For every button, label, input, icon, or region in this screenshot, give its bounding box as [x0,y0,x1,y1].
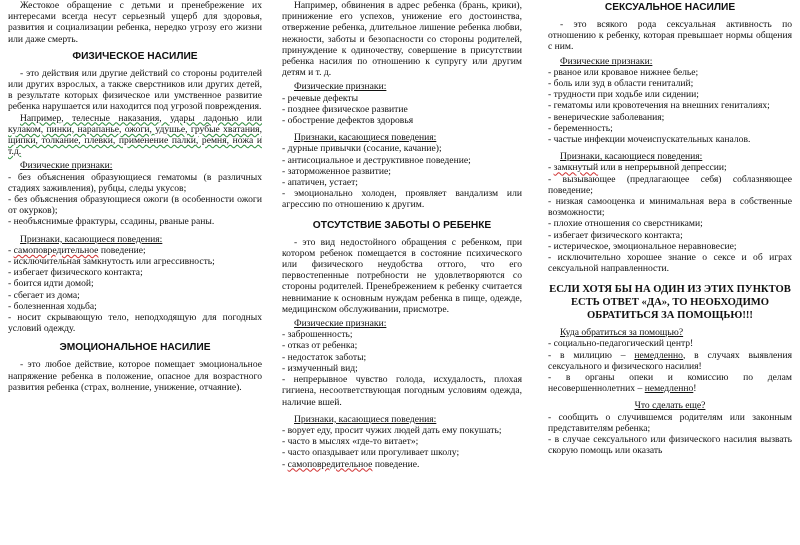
sign-item: - беременность; [548,122,613,134]
physical-violence-example [8,113,262,158]
sign-item: - речевые дефекты [282,92,359,104]
sign-item: - частые инфекции мочеиспускательных каналов. [548,134,751,146]
emotional-behavior-title: Признаки, касающиеся поведения: [294,132,437,144]
sexual-behavior-title: Признаки, касающиеся поведения: [560,151,703,163]
where-item-text: - в органы опеки и комиссию по делам несовершеннолетних – [548,372,792,395]
behavior-item: - эмоционально холоден, проявляет вандализм или агрессию по отношению к другим. [282,188,522,211]
behavior-item: - часто в мыслях «где-то витает»; [282,436,419,448]
immediately-word: немедленно [644,383,694,395]
physical-behavior-title: Признаки, касающиеся поведения: [20,233,163,245]
behavior-item-rest: или в непрерывной депрессии; [598,162,727,174]
what-item: - в случае сексуального или физического насилия вызвать скорую помощь или оказать [548,434,792,457]
behavior-item: - дурные привычки (сосание, качание); [282,143,442,155]
physical-sign-item: - необъяснимые фрактуры, ссадины, рваные раны. [8,216,215,228]
behavior-item-rest: поведение. [372,458,420,470]
behavior-item: - избегает физического контакта; [8,267,143,279]
sign-item: - позднее физическое развитие [282,103,408,115]
behavior-item: - ворует еду, просит чужих людей дать ему покушать; [282,424,502,436]
physical-violence-definition: - это действия или другие действий со стороны родителей или других взрослых, а также сверстников или других детей, в результате которых физическое или умственное развитие ребенка нарушается или находится под угрозой повреждения. [8,67,262,113]
sign-item: - заброшенность; [282,329,353,341]
sexual-violence-definition: - это всякого рода сексуальная активность по отношению к ребенку, которая превышает нормы общения с ним. [548,19,792,53]
emotional-violence-definition: - это любое действие, которое помещает эмоциональное напряжение ребенка в положение, опасное для возрастного развития ребенка (страх, волнение, унижение, отчаяние). [8,359,262,393]
behavior-item: - вызывающее (предлагающее себя) соблазняющее поведение; [548,173,792,196]
behavior-item: - заторможенное развитие; [282,165,391,177]
what-else-title: Что сделать еще? [634,400,706,412]
neglect-title: ОТСУТСТВИЕ ЗАБОТЫ О РЕБЕНКЕ [312,219,492,231]
emotional-violence-title: ЭМОЦИОНАЛЬНОЕ НАСИЛИЕ [59,342,211,354]
column-right [548,0,792,545]
neglect-signs-title: Физические признаки: [294,318,387,330]
immediately-word: немедленно [634,349,683,361]
sign-item: - непрерывное чувство голода, исхудалость, плохая гигиена, несоответствующая погодным условиям одежда, наличие вшей. [282,374,522,408]
where-item [548,350,792,372]
physical-sign-item: - без объяснения образующиеся гематомы (в различных стадиях заживления), рубцы, следы укусов; [8,171,262,194]
physical-example-text: Например, телесные наказания, удары ладонью или кулаком, пинки, нарапанье, ожоги, удушье, грубые хватания, щипки, толкание, плевки, применение палки, ремня, ножа и т.д. [8,112,262,158]
behavior-item: - самоповредительное поведение. [282,458,420,470]
sign-item: - венерические заболевания; [548,111,665,123]
call-to-action: ЕСЛИ ХОТЯ БЫ НА ОДИН ИЗ ЭТИХ ПУНКТОВ ЕСТЬ ОТВЕТ «ДА», ТО НЕОБХОДИМО ОБРАТИТЬСЯ ЗА ПОМОЩЬЮ!!! [549,284,791,321]
sign-item: - измученный вид; [282,362,358,374]
sign-item: - гематомы или кровотечения на внешних гениталиях; [548,100,770,112]
intro-paragraph: Жестокое обращение с детьми и пренебрежение их интересами всегда несут серьезный ущерб для здоровья, развития и социализации ребенка, нередко угрозу его жизни или даже смерть. [8,0,262,45]
physical-signs-title: Физические признаки: [20,160,113,172]
where-item-text: , в случаях выявления сексуального и физического насилия! [548,349,792,372]
sign-item: - рваное или кровавое нижнее белье; [548,66,699,78]
what-item: - сообщить о случившемся родителям или законным представителям ребенка; [548,411,792,434]
behavior-item: - носит скрывающую тело, неподходящую для погодных условий одежду. [8,312,262,335]
sign-item: - отказ от ребенка; [282,340,358,352]
sexual-signs-title: Физические признаки: [560,55,653,67]
sexual-violence-title: СЕКСУАЛЬНОЕ НАСИЛИЕ [604,2,736,13]
behavior-item: - часто опаздывает или прогуливает школу; [282,447,460,459]
self-harm-word: самоповредительное [287,458,373,470]
behavior-item: - низкая самооценка и минимальная вера в собственные возможности; [548,196,792,219]
neglect-behavior-title: Признаки, касающиеся поведения: [294,413,437,425]
behavior-item: - апатичен, устает; [282,177,358,189]
sign-item: - боль или зуд в области гениталий; [548,78,694,90]
where-to-go-title: Куда обратиться за помощью? [560,327,684,339]
emotional-example: Например, обвинения в адрес ребенка (брань, крики), принижение его успехов, унижение его достоинства, отвержение ребенка, длительное лишение ребенка любви, нежности, заботы и безопасности со стороны родителей, принуждение к одиночеству, совершение в присутствии ребенка насилия по отношению к супругу или другим детям и т. д. [282,0,522,79]
behavior-item: - болезненная ходьба; [8,300,97,312]
behavior-item: - замкнутый или в непрерывной депрессии; [548,162,727,174]
behavior-item: - исключительная замкнутость или агрессивность; [8,256,215,268]
physical-sign-item: - без объяснения образующиеся ожоги (в особенности ожоги от окурков); [8,194,262,217]
column-left [8,0,262,545]
sign-item: - обострение дефектов здоровья [282,115,414,127]
physical-violence-title: ФИЗИЧЕСКОЕ НАСИЛИЕ [72,50,198,62]
behavior-item: - избегает физического контакта; [548,229,683,241]
behavior-item: - антисоциальное и деструктивное поведение; [282,154,471,166]
behavior-item-rest: поведение; [98,244,146,256]
neglect-definition: - это вид недостойного обращения с ребенком, при котором ребенок помещается в состояние психического или физического неудобства оттого, что его первостепенные потребности не удовлетворяются со стороны родителей. Пренебрежением к ребенку считается невнимание к основным нуждам ребенка в пище, одежде, медицинском обслуживании, присмотре. [282,236,522,315]
column-middle [282,0,522,545]
behavior-item: - сбегает из дома; [8,289,80,301]
where-item-text: - в милицию – [548,349,635,361]
where-item: - социально-педагогический центр! [548,338,694,350]
behavior-item: - исключительно хорошее знание о сексе и об играх сексуальной направленности. [548,252,792,275]
where-item-text: ! [693,383,697,395]
where-item [548,372,792,394]
behavior-item: - плохие отношения со сверстниками; [548,218,703,230]
emotional-signs-title: Физические признаки: [294,81,387,93]
behavior-item: - истерическое, эмоциональное неравновесие; [548,240,737,252]
behavior-item: - самоповредительное поведение; [8,244,146,256]
sign-item: - трудности при ходьбе или сидении; [548,89,699,101]
behavior-item: - боится идти домой; [8,278,94,290]
sign-item: - недостаток заботы; [282,351,367,363]
withdrawn-word: замкнутый [553,162,599,174]
self-harm-word: самоповредительное [13,244,99,256]
